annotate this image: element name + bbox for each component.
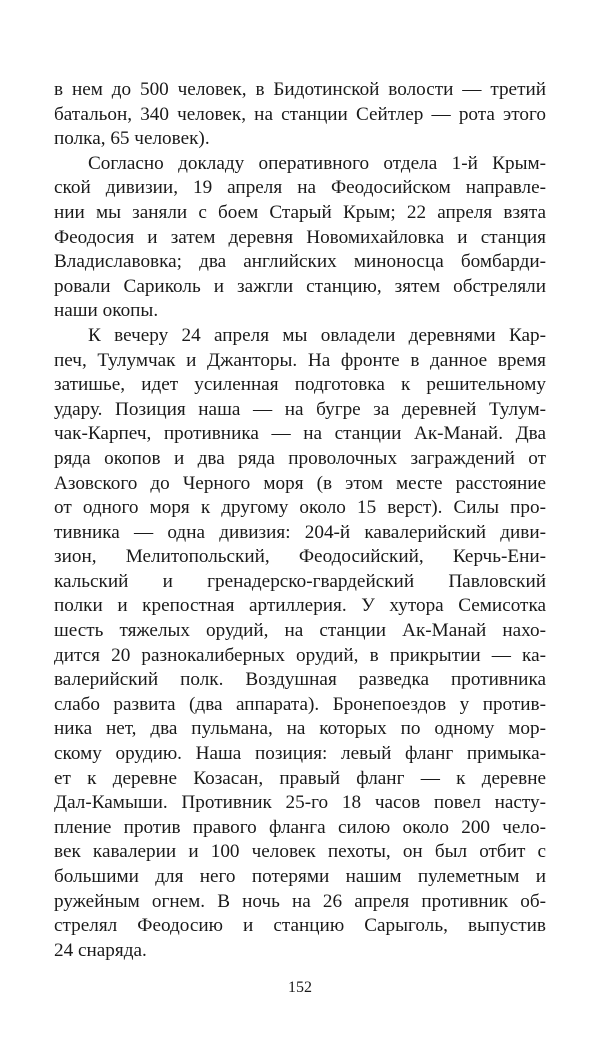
- text-line: ника нет, два пульмана, на которых по одному мор-: [54, 718, 546, 740]
- text-line: Феодосия и затем деревня Новомихайловка и станция: [54, 226, 546, 248]
- text-line: век кавалерии и 100 человек пехоты, он был отбит с: [54, 841, 546, 863]
- text-line: ряда окопов и два ряда проволочных заграждений от: [54, 447, 546, 469]
- text-line: скому орудию. Наша позиция: левый фланг примыка-: [54, 743, 546, 765]
- text-line: стрелял Феодосию и станцию Сарыголь, выпустив: [54, 915, 546, 937]
- text-line: 24 снаряда.: [54, 939, 147, 961]
- text-line: Согласно докладу оперативного отдела 1-й Крым-: [88, 152, 546, 174]
- text-line: ровали Сариколь и зажгли станцию, зятем обстреляли: [54, 275, 546, 297]
- text-line: полка, 65 человек).: [54, 128, 210, 150]
- text-line: тивника — одна дивизия: 204-й кавалерийский диви-: [54, 521, 546, 543]
- text-line: валерийский полк. Воздушная разведка противника: [54, 669, 546, 691]
- text-line: шесть тяжелых орудий, на станции Ак-Манай нахо-: [54, 620, 546, 642]
- page-body: [54, 78, 546, 963]
- paragraph: [54, 78, 546, 152]
- text-line: батальон, 340 человек, на станции Сейтлер — рота этого: [54, 103, 546, 125]
- text-line: чак-Карпеч, противника — на станции Ак-Манай. Два: [54, 423, 546, 445]
- text-line: слабо развита (два аппарата). Бронепоездов у против-: [54, 693, 546, 715]
- text-line: дится 20 разнокалиберных орудий, в прикрытии — ка-: [54, 644, 546, 666]
- paragraph: [54, 324, 546, 963]
- text-line: ской дивизии, 19 апреля на Феодосийском направле-: [54, 177, 546, 199]
- text-line: наши окопы.: [54, 300, 159, 322]
- text-line: затишье, идет усиленная подготовка к решительному: [54, 374, 546, 396]
- text-line: пление против правого фланга силою около 200 чело-: [54, 816, 546, 838]
- text-line: Дал-Камыши. Противник 25-го 18 часов повел насту-: [54, 792, 546, 814]
- page-number: 152: [288, 979, 312, 996]
- text-line: кальский и гренадерско-гвардейский Павловский: [54, 570, 546, 592]
- text-line: большими для него потерями нашим пулеметным и: [54, 866, 546, 887]
- text-line: в нем до 500 человек, в Бидотинской волости — третий: [54, 79, 546, 100]
- text-line: зион, Мелитопольский, Феодосийский, Керчь-Ени-: [54, 546, 546, 568]
- text-line: ружейным огнем. В ночь на 26 апреля противник об-: [54, 890, 546, 912]
- text-line: Азовского до Черного моря (в этом месте расстояние: [54, 472, 546, 494]
- text-line: ет к деревне Козасан, правый фланг — к деревне: [54, 767, 546, 789]
- text-line: полки и крепостная артиллерия. У хутора Семисотка: [54, 595, 546, 617]
- paragraph: [54, 152, 546, 324]
- text-line: нии мы заняли с боем Старый Крым; 22 апреля взята: [54, 201, 546, 223]
- text-line: удару. Позиция наша — на бугре за деревней Тулум-: [54, 398, 546, 420]
- text-line: печ, Тулумчак и Джанторы. На фронте в данное время: [54, 349, 546, 371]
- text-line: от одного моря к другому около 15 верст). Силы про-: [54, 497, 546, 519]
- text-line: Владиславовка; два английских миноносца бомбарди-: [54, 251, 546, 273]
- text-line: К вечеру 24 апреля мы овладели деревнями Кар-: [88, 324, 546, 346]
